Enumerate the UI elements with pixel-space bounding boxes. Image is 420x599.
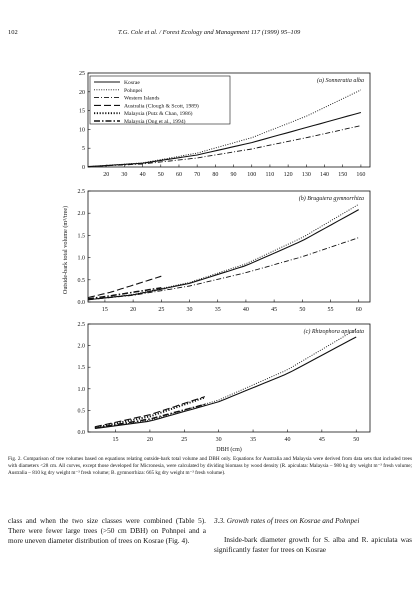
legend-label: Kosrae <box>124 80 140 86</box>
x-tick-label: 150 <box>338 172 348 178</box>
series-line <box>88 126 361 167</box>
legend-label: Pohnpei <box>124 87 143 94</box>
legend-label: Malaysia (Putz & Chan, 1986) <box>124 111 193 118</box>
x-tick-label: 15 <box>101 307 108 313</box>
x-tick-label: 30 <box>121 172 128 178</box>
x-tick-label: 140 <box>320 172 330 178</box>
x-tick-label: 20 <box>130 307 137 313</box>
figure-caption: Fig. 2. Comparison of tree volumes based on equations relating outside-bark total volume and DBH only. Equations for Australia and Malaysia were derived from data sets that included trees with diameters <28 cm. All curves, except those developed for Micronesia, were calculated by dividing biomass by wood density (R. apiculata: Malaysia – 980 kg dry weight m⁻³ fresh volume; Australia – 810 kg dry weight m⁻³ fresh volume; B. gymnorrhiza: 665 kg dry weight m⁻³ fresh volume). <box>8 456 412 477</box>
x-tick-label: 60 <box>355 307 362 313</box>
x-tick-label: 15 <box>112 437 119 443</box>
x-tick-label: 40 <box>242 307 249 313</box>
x-tick-label: 100 <box>247 172 257 178</box>
plot-frame <box>88 324 370 432</box>
series-line <box>95 397 205 427</box>
y-tick-label: 25 <box>79 71 85 77</box>
y-tick-label: 2.0 <box>77 343 85 350</box>
x-tick-label: 60 <box>175 172 182 178</box>
y-tick-label: 0 <box>82 165 85 171</box>
y-tick-label: 0.0 <box>77 300 85 306</box>
body-paragraph: class and when the two size classes were combined (Table 5). There were fewer large trees (>50 cm DBH) on Pohnpei and a more uneven diameter distribution of trees on Kosrae (Fig. 4). <box>8 516 206 545</box>
x-tick-label: 160 <box>356 172 366 178</box>
legend-label: Australia (Clough & Scott, 1989) <box>124 103 199 110</box>
y-tick-label: 1.0 <box>77 255 85 262</box>
body-paragraph: Inside-bark diameter growth for S. alba and R. apiculata was significantly faster for trees on Kosrae <box>214 535 412 554</box>
running-head: T.G. Cole et al. / Forest Ecology and Management 117 (1999) 95–109 <box>118 29 301 36</box>
series-line <box>88 204 359 299</box>
x-tick-label: 25 <box>158 307 165 313</box>
legend-label: Western Islands <box>124 95 160 102</box>
y-tick-label: 1.0 <box>77 386 85 393</box>
y-tick-label: 15 <box>79 108 85 115</box>
series-line <box>95 337 356 429</box>
y-tick-label: 2.5 <box>77 322 85 328</box>
x-tick-label: 20 <box>103 172 110 178</box>
y-tick-label: 0.0 <box>77 430 85 436</box>
section-heading: 3.3. Growth rates of trees on Kosrae and Pohnpei <box>214 516 360 525</box>
panel-title: (a) Sonneratia alba <box>317 78 364 84</box>
x-tick-label: 50 <box>353 437 360 443</box>
y-axis-label: Outside-bark total volume (m³/tree) <box>62 205 69 295</box>
body-right-column <box>214 516 412 555</box>
series-line <box>88 238 359 300</box>
x-tick-label: 50 <box>299 307 306 313</box>
series-line <box>88 276 161 297</box>
series-line <box>95 329 356 428</box>
x-tick-label: 120 <box>283 172 293 178</box>
plot-frame <box>88 191 370 302</box>
x-tick-label: 90 <box>230 172 237 178</box>
x-tick-label: 35 <box>214 307 221 313</box>
x-tick-label: 110 <box>265 172 275 178</box>
x-tick-label: 40 <box>284 437 291 443</box>
y-tick-label: 1.5 <box>77 365 85 372</box>
page-number: 102 <box>8 29 18 36</box>
series-line <box>88 288 161 299</box>
y-tick-label: 0.5 <box>77 277 85 284</box>
x-tick-label: 45 <box>318 437 325 443</box>
y-tick-label: 0.5 <box>77 408 85 415</box>
x-tick-label: 30 <box>186 307 193 313</box>
y-tick-label: 1.5 <box>77 233 85 240</box>
x-tick-label: 130 <box>301 172 311 178</box>
x-tick-label: 20 <box>146 437 153 443</box>
x-tick-label: 25 <box>181 437 188 443</box>
x-tick-label: 50 <box>157 172 164 178</box>
y-tick-label: 5 <box>82 146 85 153</box>
x-tick-label: 35 <box>250 437 257 443</box>
y-tick-label: 2.0 <box>77 211 85 218</box>
y-tick-label: 10 <box>79 127 85 134</box>
x-tick-label: 70 <box>194 172 201 178</box>
y-tick-label: 2.5 <box>77 189 85 195</box>
panel-title: (b) Bruguiera gymnorrhiza <box>298 196 364 202</box>
panel-title: (c) Rhizophora apiculata <box>303 329 364 335</box>
y-tick-label: 20 <box>79 89 85 96</box>
body-left-column <box>8 516 206 546</box>
x-tick-label: 80 <box>212 172 219 178</box>
x-axis-label: DBH (cm) <box>216 447 242 453</box>
legend-label: Malaysia (Ong et al., 1994) <box>124 119 186 125</box>
x-tick-label: 55 <box>327 307 334 313</box>
x-tick-label: 40 <box>139 172 146 178</box>
x-tick-label: 45 <box>271 307 278 313</box>
x-tick-label: 30 <box>215 437 222 443</box>
